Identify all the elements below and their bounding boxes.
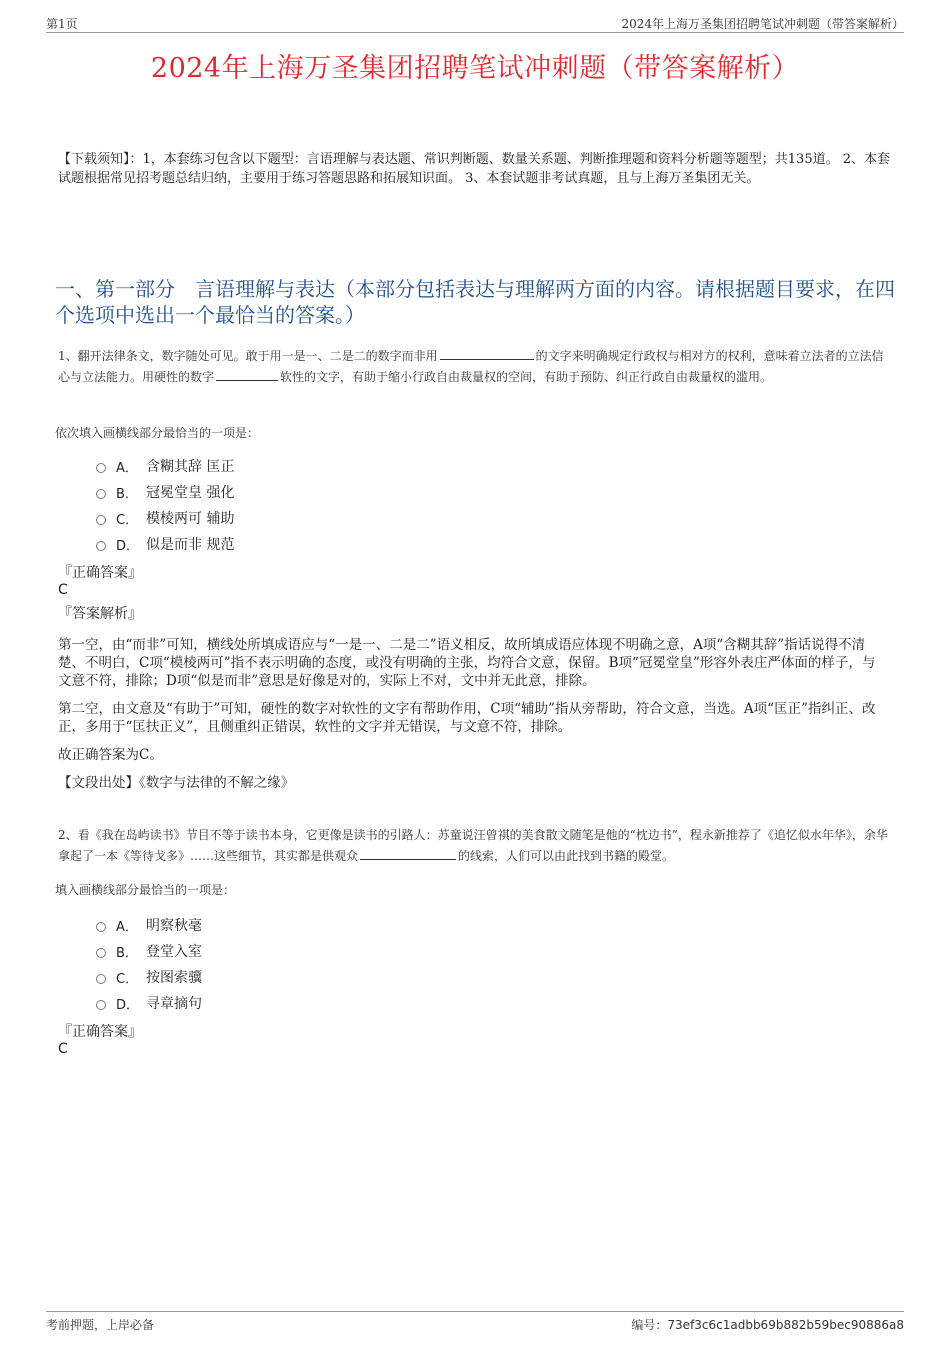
footer-code [631, 1316, 904, 1333]
page-footer [46, 1311, 904, 1332]
q1-text-part3: 软性的文字，有助于缩小行政自由裁量权的空间，有助于预防、纠正行政自由裁量权的滥用。 [280, 370, 773, 384]
q2-text-part2: 的线索，人们可以由此找到书籍的殿堂。 [458, 849, 675, 863]
document-title: 2024年上海万圣集团招聘笔试冲刺题（带答案解析） [150, 53, 800, 84]
section-title: 一、第一部分 言语理解与表达（本部分包括表达与理解两方面的内容。请根据题目要求，在四个选项中选出一个最恰当的答案。） [55, 277, 895, 327]
analysis-source: 【文段出处】《数字与法律的不解之缘》 [58, 775, 295, 791]
radio-icon[interactable] [96, 1000, 106, 1010]
q1-options [96, 453, 234, 557]
q2-option-d[interactable]: D． 寻章摘句 [96, 990, 202, 1016]
analysis-paragraph-2: 第二空，由文意及“有助于”可知，硬性的数字对软性的文字有帮助作用，C项“辅助”指从旁帮助，符合文意，当选。A项“匡正”指纠正、改正，多用于“匡扶正义”，且侧重纠正错误，软性的文字并无错误，与文意不符，排除。 [58, 701, 876, 735]
radio-icon[interactable] [96, 948, 106, 958]
header-title: 2024年上海万圣集团招聘笔试冲刺题（带答案解析） [621, 17, 904, 31]
q2-blank-1 [360, 846, 456, 860]
q2-instruction: 填入画横线部分最恰当的一项是： [55, 883, 236, 897]
footer-slogan: 考前押题，上岸必备 [46, 1318, 155, 1332]
footer-code-label: 编号： [631, 1318, 668, 1332]
radio-icon[interactable] [96, 974, 106, 984]
q1-text-part2: 的文字来明确规定行政权与相对方的权利，意味着立法者的立法信心与立法能力。用硬性的数字 [58, 349, 884, 384]
q1-text-part1: 1、翻开法律条文，数字随处可见。敢于用一是一、二是二的数字而非用 [58, 349, 438, 363]
radio-icon[interactable] [96, 922, 106, 932]
radio-icon[interactable] [96, 541, 106, 551]
question-1-text [58, 346, 892, 388]
q1-blank-1 [440, 346, 534, 360]
q1-analysis-label: 『答案解析』 [58, 606, 142, 622]
analysis-paragraph-3: 故正确答案为C。 [58, 747, 163, 763]
footer-code-value: 73ef3c6c1adbb69b882b59bec90886a8 [667, 1318, 904, 1332]
page-number: 第1页 [46, 17, 78, 31]
radio-icon[interactable] [96, 515, 106, 525]
q2-text-part1: 2、看《我在岛屿读书》节目不等于读书本身，它更像是读书的引路人：苏童说汪曾祺的美食散文随笔是他的“枕边书”，程永新推荐了《追忆似水年华》，余华拿起了一本《等待戈多》……这些细节，其实都是供观众 [58, 828, 888, 863]
q1-blank-2 [216, 367, 278, 381]
q2-option-b[interactable]: B． 登堂入室 [96, 938, 202, 964]
q2-answer-label: 『正确答案』 [58, 1024, 142, 1040]
radio-icon[interactable] [96, 463, 106, 473]
analysis-paragraph-1: 第一空，由“而非”可知，横线处所填成语应与“一是一、二是二”语义相反，故所填成语应体现不明确之意，A项“含糊其辞”指话说得不清楚、不明白，C项“模棱两可”指不表示明确的态度，或没有明确的主张，均符合文意，保留。B项“冠冕堂皇”形容外表庄严体面的样子，与文意不符，排除；D项“似是而非”意思是好像是对的，实际上不对，文中并无此意，排除。 [58, 637, 876, 689]
q1-option-a[interactable]: A． 含糊其辞 匡正 [96, 453, 234, 479]
q2-options [96, 912, 202, 1016]
q1-option-b[interactable]: B． 冠冕堂皇 强化 [96, 479, 234, 505]
q1-instruction: 依次填入画横线部分最恰当的一项是： [55, 426, 260, 440]
q1-answer-label: 『正确答案』 [58, 565, 142, 581]
q2-answer: C [58, 1041, 68, 1057]
radio-icon[interactable] [96, 489, 106, 499]
question-2-text [58, 825, 892, 867]
q1-option-d[interactable]: D． 似是而非 规范 [96, 531, 234, 557]
q1-analysis [58, 636, 888, 802]
q1-option-c[interactable]: C． 模棱两可 辅助 [96, 505, 234, 531]
page-header [46, 14, 904, 33]
q2-option-c[interactable]: C． 按图索骥 [96, 964, 202, 990]
download-notice: 【下载须知】：1，本套练习包含以下题型：言语理解与表达题、常识判断题、数量关系题、判断推理题和资料分析题等题型；共135道。 2、本套试题根据常见招考题总结归纳，主要用于练习答题思路和拓展知识面。 3、本套试题非考试真题，且与上海万圣集团无关。 [58, 152, 890, 186]
q1-answer: C [58, 582, 68, 598]
q2-option-a[interactable]: A． 明察秋毫 [96, 912, 202, 938]
